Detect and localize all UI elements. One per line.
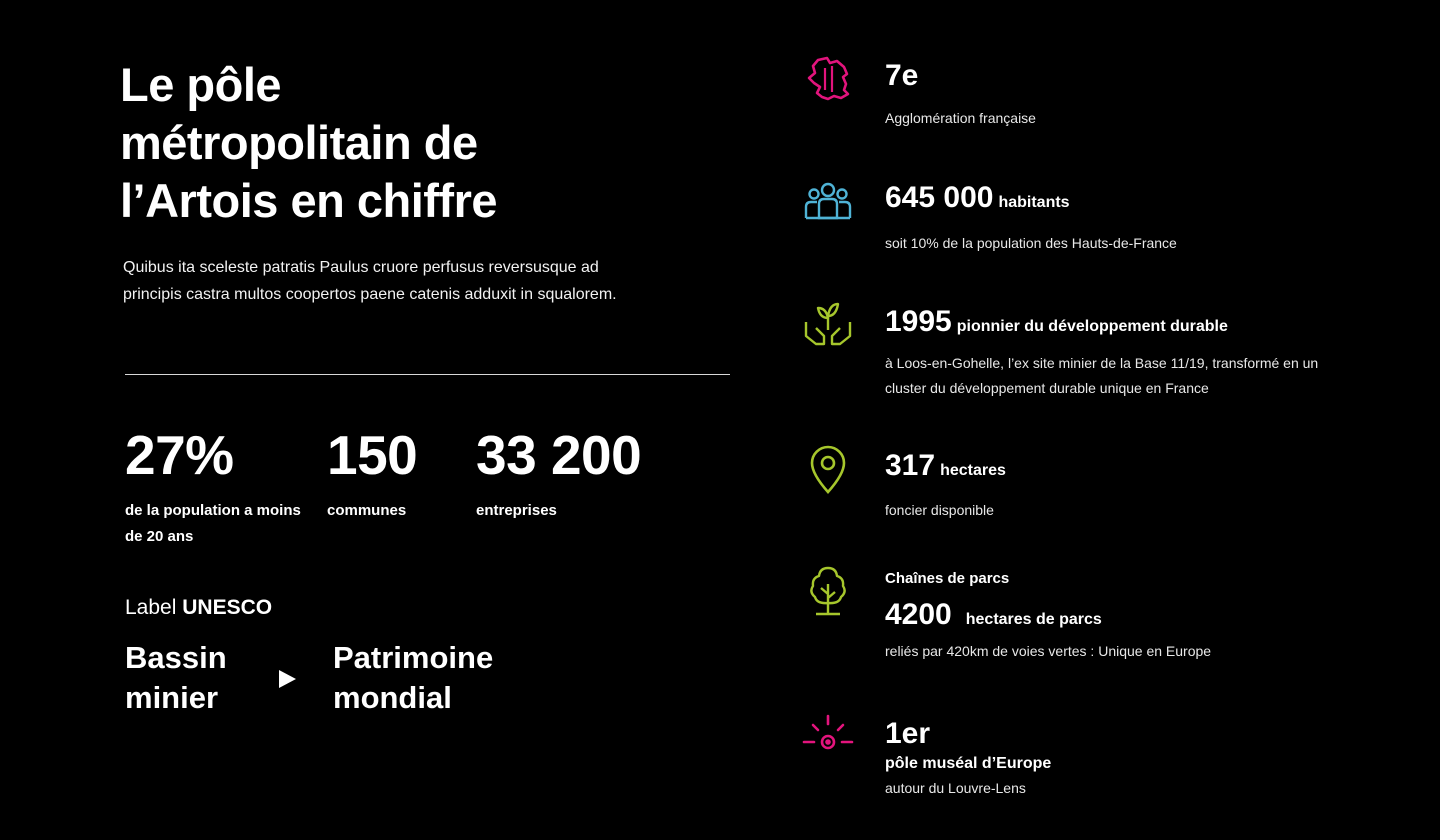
- fact-value: 1er: [885, 717, 931, 750]
- people-group-icon: [800, 176, 856, 232]
- fact-label: pôle muséal d’Europe: [885, 755, 1052, 772]
- light-burst-icon: [800, 712, 856, 768]
- france-map-icon: [800, 52, 856, 108]
- divider: [125, 374, 730, 375]
- stat-value: 33 200: [476, 424, 642, 486]
- fact-value: 4200: [885, 598, 952, 631]
- fact-suffix: hectares de parcs: [965, 611, 1102, 628]
- unesco-prefix: Label: [125, 596, 177, 619]
- unesco-to: Patrimoine mondial: [333, 640, 494, 715]
- fact-description: Agglomération française: [885, 110, 1036, 126]
- intro-text: Quibus ita sceleste patratis Paulus cruore perfusus reversusque ad principis castra multos coopertos paene catenis adduxit in squalorem.: [123, 259, 617, 303]
- stat-label: de la population a moins de 20 ans: [125, 502, 301, 545]
- tree-icon: [800, 564, 856, 620]
- play-arrow-icon: [279, 670, 296, 688]
- fact-description: autour du Louvre-Lens: [885, 780, 1026, 796]
- unesco-name: UNESCO: [182, 596, 273, 619]
- stat-population: [125, 422, 305, 550]
- stat-entreprises: [476, 422, 716, 524]
- fact-heading: Chaînes de parcs: [885, 570, 1010, 587]
- unesco-label: [125, 594, 272, 622]
- fact-value: 645 000: [885, 181, 994, 214]
- fact-suffix: pionnier du développement durable: [956, 318, 1228, 335]
- plant-hands-icon: [800, 296, 856, 352]
- stat-label: entreprises: [476, 502, 557, 519]
- fact-value: 1995: [885, 305, 952, 338]
- unesco-from: Bassin minier: [125, 640, 227, 715]
- fact-description: à Loos-en-Gohelle, l’ex site minier de la Base 11/19, transformé en un cluster du développement durable unique en France: [885, 355, 1319, 396]
- fact-suffix: habitants: [998, 194, 1070, 211]
- fact-suffix: hectares: [940, 462, 1006, 479]
- location-pin-icon: [800, 442, 856, 498]
- stat-value: 27%: [125, 424, 234, 486]
- fact-description: reliés par 420km de voies vertes : Unique en Europe: [885, 643, 1212, 659]
- fact-value: 317: [885, 449, 936, 482]
- stat-value: 150: [327, 424, 418, 486]
- stat-label: communes: [327, 502, 407, 519]
- stat-communes: [327, 422, 467, 524]
- fact-description: foncier disponible: [885, 502, 994, 518]
- fact-value: 7e: [885, 59, 919, 92]
- page-title: Le pôle métropolitain de l’Artois en chiffre: [120, 58, 498, 227]
- fact-description: soit 10% de la population des Hauts-de-France: [885, 235, 1177, 251]
